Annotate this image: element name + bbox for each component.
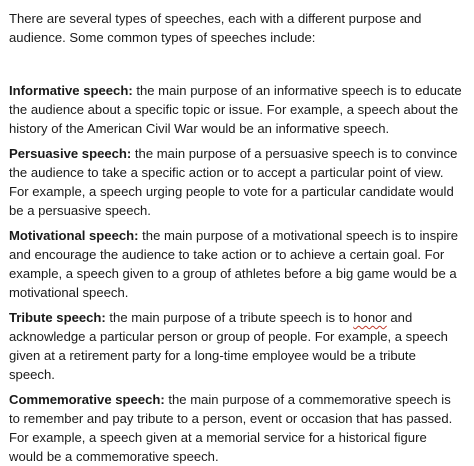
section-body: and acknowledge a particular person or group of people. For example, a speech given at a retirement party for a long-time employee would be a tribute speech. bbox=[9, 310, 448, 382]
section-term: Motivational speech: bbox=[9, 228, 139, 243]
section-term: Persuasive speech: bbox=[9, 146, 132, 161]
section-body: the main purpose of a persuasive speech is to convince the audience to take a specific action or to accept a particular point of view. For example, a speech urging people to vote for a particular candidate would be a persuasive speech. bbox=[9, 146, 458, 218]
section-tribute bbox=[9, 308, 464, 384]
section-persuasive bbox=[9, 144, 464, 220]
intro-paragraph: There are several types of speeches, each with a different purpose and audience. Some common types of speeches include: bbox=[9, 11, 422, 45]
section-informative bbox=[9, 81, 464, 138]
section-motivational bbox=[9, 226, 464, 302]
spellcheck-flagged-word[interactable]: honor bbox=[353, 310, 387, 325]
section-body: the main purpose of a tribute speech is to bbox=[105, 310, 354, 325]
section-commemorative bbox=[9, 390, 464, 466]
blank-line bbox=[9, 47, 464, 81]
section-body: the main purpose of an informative speech is to educate the audience about a specific topic or issue. For example, a speech about the history of the American Civil War would be an informative speech. bbox=[9, 83, 462, 136]
section-body: the main purpose of a commemorative speech is to remember and pay tribute to a person, event or occasion that has passed. For example, a speech given at a memorial service for a historical figure would be a commemorative speech. bbox=[9, 392, 453, 464]
section-term: Commemorative speech: bbox=[9, 392, 165, 407]
section-body: the main purpose of a motivational speech is to inspire and encourage the audience to take action or to achieve a certain goal. For example, a speech given to a group of athletes before a big game would be a motivational speech. bbox=[9, 228, 459, 300]
section-term: Informative speech: bbox=[9, 83, 133, 98]
section-term: Tribute speech: bbox=[9, 310, 106, 325]
